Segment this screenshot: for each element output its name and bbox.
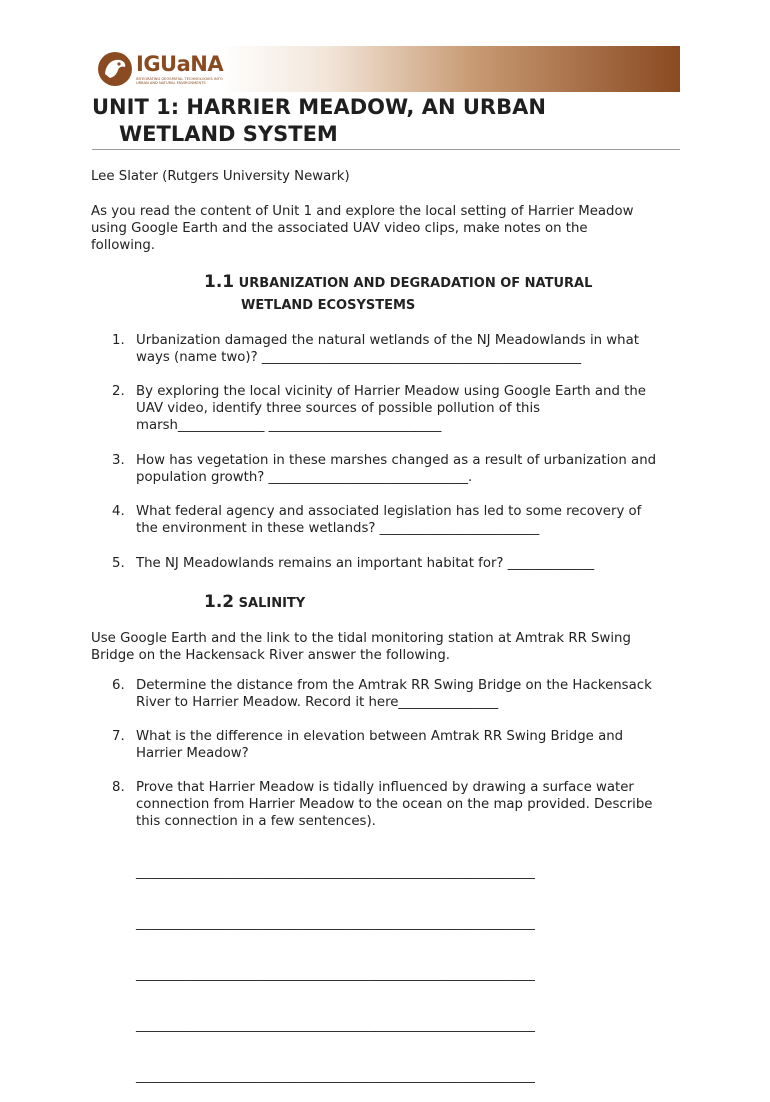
section-title-line: URBANIZATION AND DEGRADATION OF NATURAL xyxy=(238,276,593,291)
section-number: 1.1 xyxy=(204,272,235,292)
section-heading-1-2 xyxy=(204,592,305,612)
question-text: River to Harrier Meadow. Record it here_______________ xyxy=(136,695,499,710)
question-number: 6. xyxy=(112,678,125,693)
question-text: Harrier Meadow? xyxy=(136,746,249,761)
question-number: 8. xyxy=(112,780,125,795)
intro-line: As you read the content of Unit 1 and explore the local setting of Harrier Meadow xyxy=(91,204,634,219)
intro-paragraph xyxy=(91,203,634,254)
question-number: 2. xyxy=(112,384,125,399)
question-text: How has vegetation in these marshes changed as a result of urbanization and xyxy=(136,453,657,468)
question-number: 4. xyxy=(112,504,125,519)
answer-line[interactable]: ____________________________________________________________ xyxy=(136,1069,535,1084)
answer-lines xyxy=(136,830,676,1102)
section-title-line: SALINITY xyxy=(238,596,306,611)
salinity-intro xyxy=(91,630,631,664)
section-heading-1-1 xyxy=(204,272,592,313)
question-text: Determine the distance from the Amtrak RR Swing Bridge on the Hackensack xyxy=(136,678,652,693)
question-text: connection from Harrier Meadow to the ocean on the map provided. Describe xyxy=(136,797,653,812)
section-number: 1.2 xyxy=(204,592,235,612)
question-text: By exploring the local vicinity of Harrier Meadow using Google Earth and the xyxy=(136,384,646,399)
title-line-2: WETLAND SYSTEM xyxy=(119,122,338,146)
title-rule xyxy=(92,149,680,150)
question-text: ways (name two)? ________________________________________________ xyxy=(136,350,581,365)
intro-line: using Google Earth and the associated UAV video clips, make notes on the xyxy=(91,221,588,236)
title-line-1: UNIT 1: HARRIER MEADOW, AN URBAN xyxy=(92,95,546,119)
author-line: Lee Slater (Rutgers University Newark) xyxy=(91,169,350,184)
question-text: What federal agency and associated legislation has led to some recovery of xyxy=(136,504,642,519)
question-text: this connection in a few sentences). xyxy=(136,814,376,829)
question-number: 7. xyxy=(112,729,125,744)
question-number: 5. xyxy=(112,556,125,571)
section-title-line: WETLAND ECOSYSTEMS xyxy=(241,298,416,313)
question-text: What is the difference in elevation between Amtrak RR Swing Bridge and xyxy=(136,729,624,744)
page-title xyxy=(92,94,682,148)
logo-tagline: INTEGRATING GEOSPATIAL TECHNOLOGIES INTO URBAN AND NATURAL ENVIRONMENTS xyxy=(136,77,223,85)
question-text: the environment in these wetlands? ________________________ xyxy=(136,521,540,536)
iguana-emblem-icon xyxy=(96,50,134,88)
iguana-logo xyxy=(96,50,246,90)
question-number: 1. xyxy=(112,333,125,348)
answer-line[interactable]: ____________________________________________________________ xyxy=(136,916,535,931)
question-text: Prove that Harrier Meadow is tidally influenced by drawing a surface water xyxy=(136,780,634,795)
intro-line: following. xyxy=(91,238,156,253)
intro-line: Use Google Earth and the link to the tidal monitoring station at Amtrak RR Swing xyxy=(91,631,631,646)
answer-line[interactable]: ____________________________________________________________ xyxy=(136,865,535,880)
logo-wordmark: IGUaNA xyxy=(136,52,224,76)
answer-line[interactable]: ____________________________________________________________ xyxy=(136,1018,535,1033)
answer-line[interactable]: ____________________________________________________________ xyxy=(136,967,535,982)
question-text: The NJ Meadowlands remains an important habitat for? _____________ xyxy=(136,556,595,571)
question-text: Urbanization damaged the natural wetlands of the NJ Meadowlands in what xyxy=(136,333,639,348)
intro-line: Bridge on the Hackensack River answer the following. xyxy=(91,648,450,663)
question-text: population growth? ______________________________. xyxy=(136,470,473,485)
question-text: UAV video, identify three sources of possible pollution of this xyxy=(136,401,541,416)
question-number: 3. xyxy=(112,453,125,468)
question-text: marsh_____________ __________________________ xyxy=(136,418,442,433)
